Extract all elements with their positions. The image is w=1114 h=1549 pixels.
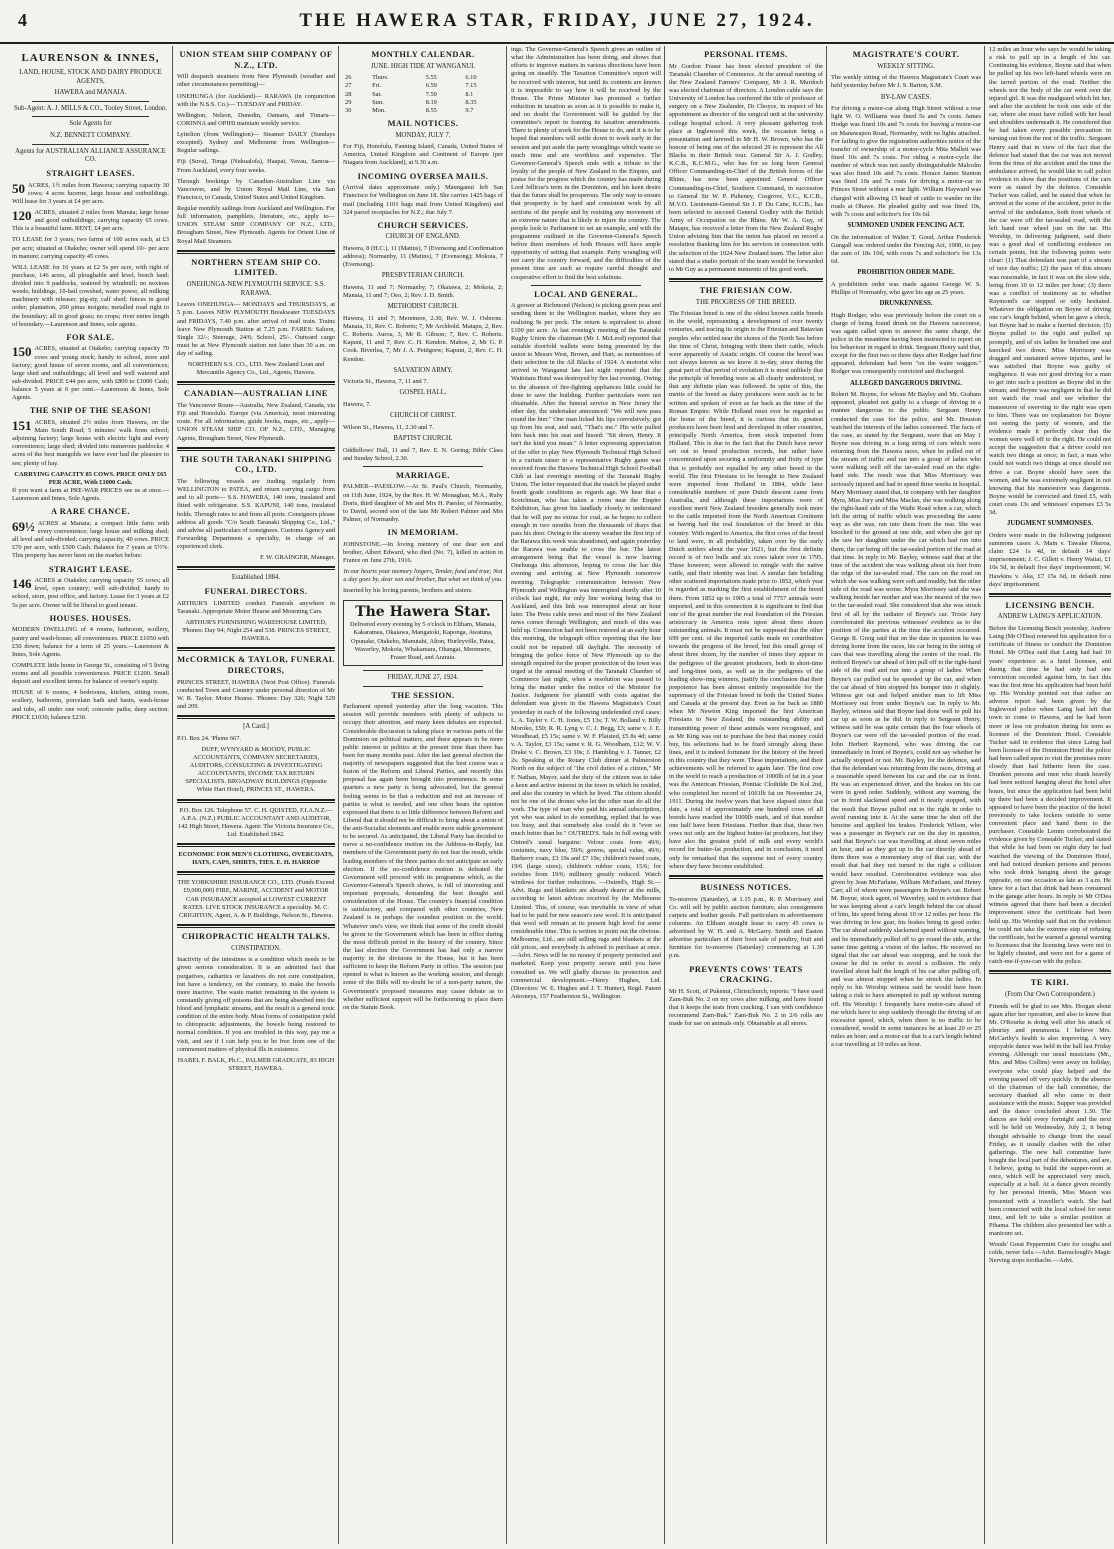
church-name: GOSPEL HALL. xyxy=(399,389,447,397)
balk-signature: ISABEL F. BALK, Ph.C., PALMER GRADUATE, 83 HIGH STREET, HAWERA. xyxy=(177,1056,335,1072)
northern-steam-tail: NORTHERN S.S. CO., LTD. New Zealand Loan and Mercantile Agency Co., Ltd., Agents, Hawera. xyxy=(187,361,325,377)
fencing-text: On the information of Walter T. Good, Arthur Frederick Gungall was ordered under the Fencing Act, 1908, to pay the sum of 18s 10d, with costs 7s and solicitor's fee 13s 6d. xyxy=(831,233,981,265)
divider xyxy=(177,447,335,451)
tide-cell: 7.50 xyxy=(425,90,437,98)
incoming-text: (Arrival dates approximate only.) Maunganui left San Francisco for Wellington on June 18. She carries 1425 bags of mail (including 1101 bags mail from United Kingdom) and 324 parcel receptacles for N.Z.; due July 7. xyxy=(343,184,503,216)
friesian-text: The Friesian breed is one of the oldest known cattle breeds in the world, representing a development of over twenty centuries, and tracing its origin to the Friesian and Batavian peoples who settled near the shores of the North Sea before the time of Christ, bringing with them their cattle, which were apparently of Asiatic origin. Of course the breed was not always known as we know it to-day, since during the great part of that period of evolution it is most unlikely that the principle of breeding were as all clearly understood, or that any definite plan was followed. In spite of this, the merits of the breed as dairy producers were such as to be written and spoken of even as far back as the time of the Roman Empire. While Holland must ever be regarded as the home of the breed, it is curious that its greatest producers have been bred and developed in other countries, principally North America, from stock imported from Holland. This is due to the fact that the Dutch have never set out to breed production records, but rather have concentrated upon securing a uniformity and fixity of type that is probably not equalled by any other breed in the world. The first Friesians to be brought to New Zealand were imported from Holland in 1884, while later considerable numbers of pure Dutch descent came from Australia, and although these importations were of excellent merit New Zealand breeders generally took more to the cattle imported from the North American Continent as having had the real foundation of the breed in this country. With regard to America, the first cows of the breed to land were, in all probability, taken over by the early Dutch settlers about the year 1621, but the first definite record is of two bulls and six cows taken over in 1795. These however, were allowed to mingle with the native cattle, and their identity was lost. A similar fate befalling other scattered importations made prior to 1852, which year is regarded as marking the first establishment of the breed there. From 1852 up to 1905 a total of 7757 animals were imported, and in this connection it is significant to find that one of the great number the real foundation of the Friesian aristocracy in America rests upon about three dozen outstanding animals. It must not be supposed that the other 699 per cent. of the imported cattle made no contribution towards the progress of the breed, but this small group of about three dozen, by the number of times they appear in the pedigrees of the greatest producers, both in short-time and long-time tests, as well as in the pedigrees of the leading show-ring winners, justify the conclusion that their prepotence has been almost entirely responsible for the supremacy of the Friesian breed in both the United States and Canada at the present day. Even as far back as 1880 when Mr Newton King imported the first American Friesians to New Zealand, the outstanding ability and transmitting power of these animals were recognised, and as Mr King was out to purchase the best that money could buy, his selections had to be fixed strongly along these lines, and it is indeed fortunate for the history of the breed in this country that they were. These importations, and their achievements will be referred to again later. The first cow in the world to reach a production of 1000lb of fat in a year was the American Friesian, Pontiac Clothilde De Kol 2nd, who completed her record of 1061lb fat on November 24, 1911. During the twelve years that have elapsed since that date, a total of approximately one hundred cows of all breeds have reached the 1000lb mark, and of that number one half have been Friesians. Further than that, these two cows not only are the highest butter-fat producers, but they have also the greatest yield of milk and every world's record for butter-fat production, and in conclusion, it need only be remarked that the supreme test of every country where they have become established. xyxy=(669,310,823,870)
session-text: Parliament opened yesterday after the long vacation. This session will provide members with plenty of subjects to occupy their attention, and many keen debates are expected. Considerable discussion is taking place in various parts of the Dominion on political matters, and there appears to be more public interest in politics at the present time than there has been for many months past. After the last general election the majority of newspapers suggested that the best course was a fusion of the Reform and Liberal Parties, and recently this proposal has again been brought into prominence. In some quarters a new party is being advocated, but the general feeling seems to be that a reduction and not an increase of parties is what is needed, and one often hears the opinion expressed that there is so little difference between Reform and Liberal that it should not be difficult to bring about a union of the anti-Socialist elements and enable more stable government to be secured. As anticipated, the Liberal Party has decided to move a no-confidence motion on the Address-in-Reply, but members of the Government party do not fear the result, while leading members of the three parties do not anticipate an early election. If the no-confidence motion is defeated the Government will proceed with its programme which, as the Governor-General's Speech shows, is full of interesting and important proposals, demanding the best thought and consideration of the House. The country's financial condition is satisfactory, and compared with other countries, New Zealand is in perhaps the soundest position in the world. Whatever one's view, we think that some of the credit should be given to the Government which has been in office during the most difficult period in the history of the country. Since the last election the Government has had only a narrow majority in the divisions in the House, but it has been sufficient to keep the Reform Party in office. The session just opened is what is known as the working session, and though some of the Bills will no doubt be of a non-party nature, the Government's proposed measures may cause debate as to whether sufficient support will be forthcoming to place them on the Statute Book. xyxy=(343,703,503,1011)
lease-item: 146 ACRES at Otakeho; carrying capacity 55 cows; all level, open country; well sub-divided; handy to school, store, post office, and factory. Lease for 3 years at £2 5s per acre. Owner will be liberal to good tenant. xyxy=(12,576,169,609)
house-item: HOUSE of 6 rooms, 4 bedrooms, kitchen, sitting room, scullery, bathroom, porcelain bath and basin, wash-house and tubs, all under one roof; concrete paths; deep section. PRICE £1030; balance £230. xyxy=(12,689,169,721)
mccormick-heading: McCORMICK & TAYLOR, FUNERAL DIRECTORS, xyxy=(177,655,335,675)
tide-cell: Sun. xyxy=(372,98,384,106)
church-text: Wilson St., Hawera, 11, 2.30 and 7. xyxy=(343,423,434,431)
te-kiri-sub: (From Our Own Correspondent.) xyxy=(1005,990,1095,998)
straight-lease-heading: STRAIGHT LEASE. xyxy=(48,564,133,574)
friesian-heading: THE FRIESIAN COW. xyxy=(699,285,793,295)
tide-row xyxy=(343,82,503,90)
divider xyxy=(32,101,149,102)
church-name: CHURCH OF CHRIST. xyxy=(390,412,456,420)
masthead xyxy=(0,8,1114,44)
divider xyxy=(177,715,335,719)
memoriam-verse: In our hearts your memory lingers, Tender, fond and true; Not a day goes by, dear son and brother, But what we think of you. xyxy=(343,568,503,584)
star-logo: The Hawera Star. xyxy=(355,603,491,620)
for-sale-heading: FOR SALE. xyxy=(66,332,115,342)
firm-place: HAWERA and MANAIA. xyxy=(54,89,127,97)
court-sub: WEEKLY SITTING. xyxy=(877,62,935,70)
chiropractic-text: Inactivity of the intestines is a condition which needs to be given serious consideration. It is an admitted fact that purgatives, cathartics or laxatives do not cure constipation, but have a tendency, on the contrary, to make the bowels more inactive. The waste matter remaining in the system is constantly giving off poisons that are being absorbed into the blood and lymphatic streams, and the result is a general toxic condition of the entire body. Most forms of constipation yield to chiropractic adjustments, the bowels being restored to normal condition. If you are troubled in this way, pay me a visit, and see if I can help you to be free from one of the commonest matters of physical ills in existence. xyxy=(177,956,335,1053)
tide-cell: 6.59 xyxy=(425,82,437,90)
tide-row xyxy=(343,107,503,115)
divider xyxy=(177,250,335,254)
canadian-line-heading: CANADIAN—AUSTRALIAN LINE xyxy=(184,389,328,399)
straight-leases-heading: STRAIGHT LEASES. xyxy=(46,168,135,178)
quisted-ad: P.O. Box 126. Telephone 57. C. H. QUISTED, F.I.A.N.Z.—A.P.A. (N.Z.) PUBLIC ACCOUNTANT AND AUDITOR, 142 High Street, Hawera. Agent: The Victoria Insurance Co., Ltd. Established 1842. xyxy=(178,806,334,838)
column-4 xyxy=(506,46,665,1544)
driving-continued: 12 miles an hour who says he would be taking a risk to pull up in a length of his car. Continuing his evidence, Boyne said that when he pulled up his two left-hand wheels were on the tarred portion of the road. Neither the wheels nor the body of the car went over the injured girl. It was the mudguard which hit her, and after the accident he took one side of the car, where she must have rolled with her head and shoulders underneath it. He considered that he had taken every possible precaution in turning out from the rest of the traffic. Sergeant Henry said that in view of the fact that the defence had stated that the car was not moved from the time of the accident until the time the ambulance arrived, he would like to call police evidence to show that the positions of the cars were as stated by the defence. Constable Tucker was called, and he stated that when he arrived at the scene of the accident, prior to the arrival of the ambulance, both front wheels of the car were off the tar-sealed road, with the left hand rear wheel just on the tar. His Worship, in delivering judgment, said there was a good deal of conflicting evidence on certain points, but the following points were clear: (1) That defendant was part of a stream of race day traffic; (2) the pace of this stream was reasonable, in fact it was on the slow side, being from 10 to 12 miles per hour; (3) there was a conflict of testimony as to whether Raymond's car stopped or only hesitated. Whatever the obligation on Boyne of driving one car's length behind, when he gave a check, but Boyne had to make a hurried decision. (5) Boyne pulled to the right and pulled up promptly, and of six ladies he brushed one and knocked two down. Miss Morrissey was dragged and sustained severe injuries, and he was satisfied that Boyne was guilty of negligence. It was not good driving for a man to get into such a position as Boyne did in the stream, and Boyne was negligent in that he did not watch the road and see whether the manoeuvre of swerving to the right was open to him. There was no explanation for Boyne not seeing the party of women, and the evidence made it perfectly clear that the women were well off to the right. He could not accept the suggestion that a driver could not watch two things at once; in fact, a man who could not watch two things at once should not drive a car. Boyne should have seen the women, and he was extremely negligent in not knowing that his manoeuvre was dangerous. Boyne would be convicted and fined £5, with court costs 13s and witnesses' expenses £3 5s 3d. xyxy=(989,46,1111,517)
divider xyxy=(669,875,823,879)
funeral-heading: FUNERAL DIRECTORS. xyxy=(204,586,308,596)
memoriam-heading: IN MEMORIAM. xyxy=(387,528,459,538)
session-continued: ings. The Governor-General's Speech gives an outline of what the Administration has been doing, and shows that efforts to improve matters in various directions have been going on steadily. The Taxation Committee's report will be received with interest, but until its contents are known it is impossible to say how it will be received by the House. The Prime Minister has promised a further reduction in taxation as soon as it is possible to make it, and no doubt the Government will be guided by the committee's report in framing its taxation amendments. There is plenty of work for the House to do, and it is to be hoped that members will settle down to work early in the session and put aside the party wranglings which waste so much time and are worthless and expensive. The Governor-General's Speech ends with a tribute to the loyalty of the people of New Zealand to the Empire, and praise for the progress which the country has made during Lord Jellicoe's term in the Dominion, and his keen desire that the future shall be prosperous. The only way to ensure that prosperity is by hard and consistent work by all sections of the people and by resisting any movement of an extreme nature that is likely to injure the country. The people look to Parliament to set an example, and with the programme outlined in the Governor-General's Speech before them members of both Houses will have ample opportunity of setting that example. Party wrangling will not carry the country forward, and the difficulties of the present time are such as require careful thought and cooperative effort to find the best solutions. xyxy=(511,46,661,281)
judgment-heading: JUDGMENT SUMMONSES. xyxy=(1007,520,1093,528)
northern-steam-sub: ONEHUNGA-NEW PLYMOUTH SERVICE. S.S. RARAWA. xyxy=(186,281,326,297)
prohibition-text: A prohibition order was made against George W. S. Phillips of Normanby, who gave his age as 25 years. xyxy=(831,280,981,296)
sale-item: 151 ACRES, situated 2½ miles from Hawera, on the Main South Road; 5 minutes' walk from school; adjoining factory; large house with electric light and every convenience; large shed; divided into numerous paddocks; 4 acres of the best mangolds we have ever had the pleasure to see; plenty of hay. xyxy=(12,417,169,467)
mail-sub: MONDAY, JULY 7. xyxy=(395,131,451,139)
tide-cell: 28 xyxy=(345,90,352,98)
marriage-heading: MARRIAGE. xyxy=(395,470,451,480)
mail-text: For Fiji, Honolulu, Fanning Island, Canada, United States of America, United Kingdom and Continent of Europe (per Niagara from Auckland), at 9.30 a.m. xyxy=(343,143,503,167)
bylaw-heading: BY-LAW CASES. xyxy=(880,93,932,101)
south-taranaki-sign: F. W. GRAINGER, Manager. xyxy=(260,554,335,562)
church-name: BAPTIST CHURCH. xyxy=(393,434,453,442)
tide-cell: Fri. xyxy=(372,82,382,90)
mail-heading: MAIL NOTICES. xyxy=(387,118,459,128)
tide-cell: 8.1 xyxy=(465,90,474,98)
column-5 xyxy=(664,46,827,1544)
personal-heading: PERSONAL ITEMS. xyxy=(704,50,788,59)
calendar-sub: JUNE. HIGH TIDE AT WANGANUI. xyxy=(370,62,476,70)
column-3 xyxy=(338,46,507,1544)
tide-cell: 29 xyxy=(345,98,352,106)
bennett-company: N.Z. BENNETT COMPANY. xyxy=(50,132,131,140)
arthurs-furnishing: ARTHUR'S FURNISHING WAREHOUSE LIMITED, 'Phones: Day 94; Night 254 and 538. PRINCES STREET, HAWERA. xyxy=(181,618,331,643)
tide-row xyxy=(343,74,503,82)
licensing-sub: ANDREW LAING'S APPLICATION. xyxy=(997,613,1103,621)
fencing-heading: SUMMONED UNDER FENCING ACT. xyxy=(847,221,965,229)
sailing-item: Through bookings by Canadian-Australian Line via Vancouver, and by Union Royal Mail Line, via San Francisco, to Canada, United States and United Kingdom. xyxy=(177,177,335,201)
prevents-text: Mr H. Scott, of Pukenui, Christchurch, reports: "I have used Zam-Buk No. 2 on my cows after milking, and have found that it keeps the teats from cracking. I can with confidence recommend Zam-Buk." Zam-Buk No. 2 in 2/6 rolls are made for use on animals only. Obtainable at all stores. xyxy=(669,987,823,1028)
prohibition-heading: PROHIBITION ORDER MADE. xyxy=(857,269,955,277)
tide-cell: 5.55 xyxy=(425,74,437,82)
snip-capacity: CARRYING CAPACITY 85 COWS. PRICE ONLY £65 PER ACRE, With £1000 Cash. xyxy=(14,470,167,486)
church-text: Hawera, 8 (H.C.), 11 (Matins), 7 (Evensong and Confirmation address); Normanby, 11 (Matins), 7 (Evensong); Mokoia, 7 (Evensong). xyxy=(343,245,503,269)
house-item: COMPLETE little home in George St., consisting of 5 living rooms and all possible conveniences. PRICE £1200. Small deposit and excellent terms for balance of owner's equity. xyxy=(12,661,169,686)
tide-cell: 27 xyxy=(345,82,352,90)
economic-ad: ECONOMIC FOR MEN'S CLOTHING, OVERCOATS, HATS, CAPS, SHIRTS, TIES. E. H. HARROP xyxy=(178,851,334,867)
snip-heading: THE SNIP OF THE SEASON! xyxy=(29,406,152,416)
divider xyxy=(177,381,335,385)
te-kiri-heading: TE KIRI. xyxy=(1030,978,1070,988)
firm-line: LAND, HOUSE, STOCK AND DAIRY PRODUCE AGENTS, xyxy=(19,68,162,85)
arthurs-ad: ARTHUR'S LIMITED conduct Funerals anywhere in Taranaki. Appropriate Motor Hearse and Mourning Cars. xyxy=(177,599,335,615)
tide-row xyxy=(343,99,503,107)
star-delivery-box xyxy=(343,600,503,666)
divider xyxy=(989,970,1111,974)
lease-item: WILL LEASE for 10 years at £2 5s per acre, with right of purchase, 146 acres, all ploughable and level, bench land; divided into 9 paddocks, watered by windmill; no noxious weeds; buildings, 10-bail cowshed, water power, all milking machinery with releaser, pig-sty, calf shed; fences in good order; plantation, 200 pinus insignis; metalled road right to the boundary; all in good grass; no crops; river entire length of boundary.—Laurenson and Innes, sole agents. xyxy=(12,263,169,328)
church-text: Oddfellows' Hall, 11 and 7, Rev. E. N. Goring; Bible Class and Sunday School, 2.30. xyxy=(343,446,503,462)
po-box: P.O. Box 24. 'Phone 667. xyxy=(177,734,241,742)
south-taranaki-text: The following vessels are trading regularly from WELLINGTON to PATEA, and return carrying cargo from and to all ports— S.S. HAWERA, 140 tons, insulated and fitted with refrigerator. S.S. KAPUNI, 140 tons, insulated holds. Through rates to and from all ports. Consignors please address all goods "C/o South Taranaki Shipping Co., Ltd.," and advise all particulars of consignees. Customs Agency and Forwarding Department a specialty, in charge of an experienced clerk. xyxy=(177,478,335,551)
drunkenness-heading: DRUNKENNESS. xyxy=(879,299,933,307)
established-line: Established 1884. xyxy=(231,574,281,582)
licensing-heading: LICENSING BENCH. xyxy=(1005,600,1095,610)
sole-agents: Sole Agents for xyxy=(69,120,112,128)
lease-item: 120 ACRES, situated 2 miles from Manaia; large house and good outbuildings; carrying capacity 65 cows. This is a beautiful farm. RENT, £4 per acre. xyxy=(12,208,169,233)
tide-cell: Sat. xyxy=(372,90,382,98)
divider xyxy=(32,116,149,117)
firm-name: LAURENSON & INNES, xyxy=(21,52,160,64)
dangerous-driving-heading: ALLEGED DANGEROUS DRIVING. xyxy=(850,379,962,387)
dangerous-driving-text: Robert M. Boyne, for whom Mr Bayley and Mr. Graham appeared, pleaded not guilty to a charge of driving in a manner dangerous to the public. Sergeant Henry conducted the case for the police, and Mr. Houston watched the interests of the ladies concerned. The facts of the case, as stated by the Sergeant, were that on May 1 Boyne was driving in a long string of cars which were returning from the Hawera races, when he pulled out of the stream of traffic and ran into a group of ladies who were walking well off the tar-sealed road on the right-hand side. The result was that Miss Morrissey was seriously injured and had to spend three weeks in hospital. Mary Morrissey stated that, in company with her daughter Myra, Miss Jury and Miss Maclan, she was walking along the right-hand side of the Waihi Road when a car, which left the string of traffic which was proceeding the same way as she was, ran into them from the rear. She was knocked to the ground at one side, and when she got up she saw her daughter under the car which had run into them, the car being off the tar-sealed portion of the road at that time. In reply to Mr. Bayley, witness said that at the time of the accident she was walking about six feet from the edge of the tar-sealed road. The cars on the road on which she was walking were soft and muddy, but the other side of the road was worse. Myra Morrissey said she was walking beside her mother and was the nearest of the two to the tar-sealed road. She considered that she was struck first of all by the radiator of Boyne's car. Trixie Jury corroborated the previous witnesses' evidence as to the position of the parties at the time the accident occurred. George R. Greig said that on the date in question he was driving home from the races, his car being in the string of cars that was travelling along the centre of the road. He noticed Boyne's car ahead of him pull off to the right-hand side of the road and run into a group of ladies. When Boyne's car pulled out he speeded up the car, and when the car ahead of him stopped his bumper into it slightly. Witness got out and helped another man to lift Miss Morrissey out from under Boyne's car. In reply to Mr. Bayley, witness said that Boyne had done well to pull his car up as soon as he did. In reply to Sergeant Henry, witness said he was quite certain that the four wheels of Boyne's car were off the tar-sealed portion of the road. John Herbert Raymond, who was driving the car immediately in front of Boyne's, could not say whether he actually stopped or not. Mr. Bayley, for the defence, said that the defendant was returning from the races, driving at a reasonable speed between his car and the car in front. He was an experienced driver, and the brakes on his car were in good order. Suddenly, without any warning, the car in front slackened speed and it nearly stopped, with the result that Boyne pulled out to the right in order to avoid running into it. At the same time he shut off the benzine and applied his brakes. Frederick Wilson, who was a passenger in Boyne's car on the day in question, said that Boyne's car was travelling at about seven miles an hour, and as they got up to the car directly ahead of them there was a momentary stop of that car, with the result that had they not turned to the right a collision would have resulted. Corroborative evidence was also given by Jean McFarlane, William McFarlane, and Henry Carr, all of whom were passengers in Boyne's car. Robert M. Boyne, stock agent, of Waverley, said in evidence that he was keeping about a car's length behind the car ahead of him, his speed being about 10 or 12 miles per hour. He was driving in low gear, his brakes being in good order. The car ahead suddenly slackened speed without warning, and he immediately pulled off to go round the side, at the same time getting a vision of the ladies. He received no signal that the car ahead was stopping, and he took the course he did in order to avoid a collision. He only travelled about half the length of his car after pulling off, and was almost stopped when he struck the ladies. In reply to his Worship witness said he would have been taking a risk to have attempted to pull up without turning off. His Worship: I frequently have motor-cars ahead of me which have to stop suddenly through the driving of an excessive speed, which, when there is no traffic to be considered, would in some instances be at least 20 or 25 miles an hour; and a motor-car that is a car's length behind a car travelling at 10 miles an hour. xyxy=(831,391,981,1049)
chiropractic-heading: CHIROPRACTIC HEALTH TALKS. xyxy=(181,931,331,941)
lease-item: 50 ACRES, 1½ miles from Hawera; carrying capacity 30 cows; 4 acres lucerne, large house and outbuildings. Will lease for 3 years at £4 per acre. xyxy=(12,180,169,205)
column-1 xyxy=(8,46,173,1544)
lease-item: TO LEASE for 3 years, two farms of 100 acres each, at £3 per acre; situated at Otakeho; owner will spend 10/- per acre in manure; carrying capacity 45 cows. xyxy=(12,236,169,260)
divider xyxy=(989,593,1111,597)
newspaper-title: THE HAWERA STAR, FRIDAY, JUNE 27, 1924. xyxy=(299,10,815,31)
northern-steam-text: Leaves ONEHUNGA— MONDAYS and THURSDAYS, at 5 p.m. Leaves NEW PLYMOUTH Breakwater TUESDAYS and FRIDAYS, 7.40 p.m. after arrival of mail train. Trains leave New Plymouth Station at 7.25 p.m. FARES: Saloon, Single 32/-; Steerage, 24/6; School, 25/-. Outward cargo must be at New Plymouth station not later than 30 a.m. on day of sailing. xyxy=(177,301,335,358)
sailing-item: Regular monthly sailings from Auckland and Wellington. For full information, pamphlets, literature, etc., apply to— UNION STEAM SHIP COMPANY OF N.Z., LTD., Brougham Street, New Plymouth. Agents for Orient Line of Royal Mail Steamers. xyxy=(177,205,335,245)
divider xyxy=(177,924,335,928)
rare-chance-heading: A RARE CHANCE. xyxy=(51,507,130,517)
divider xyxy=(177,799,335,803)
local-general-heading: LOCAL AND GENERAL. xyxy=(534,289,638,299)
bylaw-text: For driving a motor-car along High Street without a rear light W. O. Williams was fined 5s and 7s costs. James Hodge was fined 10s and 7s costs for leaving a motor-car on Manawapou Road, Normanby, with no lights attached. For failing to give the registration authorities notice of the transfer of ownership of a motor-cycle Mita Mallett was fined 10s and 7s costs. For riding a motor-cycle the number of which was not easily distinguishable Malcolm was also fined 10s and 7s costs. Horace James Stanton was fined 10s and 7s costs for driving a motor-car in Princes Street without a rear light. William Hayward was charged with allowing 15 head of cattle to wander on the roads at Ohawe. He pleaded guilty and was fined 10s, with 7s costs and solicitor's fee 10s 6d. xyxy=(831,105,981,218)
tide-cell: 30 xyxy=(345,106,352,114)
divider xyxy=(363,686,483,687)
divider xyxy=(177,647,335,651)
divider xyxy=(177,843,335,847)
house-item: MODERN DWELLING of 4 rooms, bathroom, scullery, pantry and wash-house; all conveniences. PRICE £1050 with £50 down; balance for a term of 25 years.—Laurenson & Innes, Sole Agents. xyxy=(12,626,169,658)
church-text: Hawera, 7. xyxy=(343,401,371,409)
divider xyxy=(177,871,335,875)
houses-heading: HOUSES. HOUSES. xyxy=(49,613,132,623)
tide-cell: 9.7 xyxy=(465,106,474,114)
south-taranaki-heading: THE SOUTH TARANAKI SHIPPING CO., LTD. xyxy=(179,454,333,475)
church-name: SALVATION ARMY. xyxy=(393,366,453,374)
tide-cell: 26 xyxy=(345,74,352,82)
church-text: Hawera, 11 and 7; Meremere, 2.30, Rev. W. J. Osborne. Manaia, 11, Rev. C. Roberts; 7, Mr Archbold. Matapu, 2, Rev. C. Roberts. Auroa, 3, Mr R. Gibson; 7, Rev. C. Roberts. Kapuni, 11 and 7, Rev. C. H. Kendon. Mahoe, 2, Mr G. P. Cook. Riverlea, 7, Mr J. A. Pettigrew; Kapuni, 2, Rev. C. H. Kendon. xyxy=(343,314,503,363)
judgment-text: Orders were made in the following judgment summons cases: A. Main v. Tawake Okeroa, claim £24 1s 4d, in default 14 days' imprisonment; J. C. Gillett v. Henry Waitai, £1 10s 5d, in default five days' imprisonment; W. Hawkins v. Aka, £7 15s 6d, in default nine days' imprisonment. xyxy=(989,531,1111,588)
marriage-text: PALMER—PAESLOW.—At St. Paul's Church, Normanby, on 11th June, 1924, by the Rev. H. W. Monaghan, M.A., Ruby Doris, third daughter of Mr and Mrs H. Paesler, of Normanby, to David, second son of the late Mr Robert Palmer and Mrs Palmer, of Normanby. xyxy=(343,483,503,523)
tide-table xyxy=(343,74,503,115)
church-text: Victoria St., Hawera, 7, 11 and 7. xyxy=(343,378,429,386)
sailing-item: Lyttelton (from Wellington)— Steamer DAILY (Sundays excepted). Sydney and Melbourne from Wellington—Regular sailings. xyxy=(177,131,335,155)
friesian-sub: THE PROGRESS OF THE BREED. xyxy=(695,298,797,306)
star-delivery-text: Delivered every evening by 5 o'clock in Eltham, Manaia, Kakaramea, Okaiawa, Mangatoki, Kaponga, Awatuna, Opunake, Otakeho, Manutahi, Alton, Hurleyville, Patea, Waverley, Mokoia, Whakamara, Ohangai, Meremere, Fraser Road, and Ararata. xyxy=(350,621,496,661)
business-text: To-morrow (Saturday), at 1.15 p.m., R. P. Morrissey and Co. will sell by public auction furniture, also consignment carpets and leather goods. Full particulars in advertisement columns. An Eltham straight lease to carry 45 cows is advertised by W. H. and A. McGarry. Smith and Easton advertise particulars of their boot sale of poultry, fruit and furniture for to-morrow (Saturday) commencing at 1.30 p.m. xyxy=(669,895,823,960)
column-7 xyxy=(984,46,1114,1544)
tide-cell: 8.35 xyxy=(465,98,477,106)
northern-steam-heading: NORTHERN STEAM SHIP CO. LIMITED. xyxy=(191,257,321,278)
incoming-heading: INCOMING OVERSEA MAILS. xyxy=(357,171,489,181)
tide-cell: Mon. xyxy=(372,106,386,114)
divider xyxy=(531,285,641,286)
tide-cell: 8.55 xyxy=(425,106,437,114)
card-label: [A Card.] xyxy=(243,723,269,731)
court-text: The weekly sitting of the Hawera Magistrate's Court was held yesterday before Mr J. S. Barton, S.M. xyxy=(831,74,981,90)
church-name: CHURCH OF ENGLAND. xyxy=(385,233,461,241)
prevents-heading: PREVENTS COWS' TEATS CRACKING. xyxy=(689,964,803,985)
church-name: METHODIST CHURCH. xyxy=(387,303,459,311)
te-kiri-text: Friends will be glad to see Mrs. Horgan about again after her operation, and also to know that Mr. O'Rourke is doing well after his attack of pleurisy and pneumonia. I believe Mrs. McCarthy's health is also improving. A very enjoyable dance was held in the hall last Friday evening. Although our usual musicians (Mr., Mrs. and Miss Collins) were away on holiday, everyone who could play helped and the evening passed off very quickly. In the absence of the chairman of the hall committee, the secretary thanked all who came in their assistance with the music. Supper was provided and the dance concluded about 1.30. The dances are held every fortnight and the next will be held on Wednesday, July 2, it being thought advisable to change from the usual Friday, as it usually clashes with the other gatherings. The new hall committee have bought the local part of the debentures, and are, I believe, going to build the supper-room at once, which will be appreciated very much, especially at a ball. At a dance given recently by her personal friends, Miss Mason was presented with a traveller's watch. She had been connected with the local school for some time, and left to take a similar position at Pihama. The children also presented her with a manicure set. xyxy=(989,1002,1111,1238)
sailing-item: Wellington, Nelson, Dunedin, Oamaru, and Timaru— CORINNA and OPIHI maintain weekly service. xyxy=(177,111,335,127)
alliance-agents: Agents for AUSTRALIAN ALLIANCE ASSURANCE CO. xyxy=(15,147,166,164)
tide-cell: 7.15 xyxy=(465,82,477,90)
small-ads: Woods' Great Peppermint Cure for coughs and colds, never fails.—Advt. Barraclough's Magic Nerving stops toothache.—Advt. xyxy=(989,1241,1111,1265)
column-6 xyxy=(826,46,985,1544)
tide-cell: 6.10 xyxy=(465,74,477,82)
chiropractic-sub: CONSTIPATION. xyxy=(231,944,281,952)
church-heading: CHURCH SERVICES. xyxy=(377,220,469,230)
column-2 xyxy=(172,46,339,1544)
tide-cell: 8.19 xyxy=(425,98,437,106)
licensing-text: Before the Licensing Bench yesterday, Andrew Laing (Mr O'Dea) renewed his application for a certificate of fitness to conduct the Dominion Hotel. Mr O'Dea said that Laing had had 10 years' experience as a hotel licensee, and during that time he had only had one conviction recorded against him, in fact this was the first time his application had been held up. His Worship pointed out that rather an adverse report had been given by the Inglewood police when Laing had left that town to come to Hawera, and he had been more or less on probation during his term as licensee of the Dominion Hotel. Constable Tucker said in evidence that since Laing had been licensee of the Dominion Hotel the police had been called upon to visit the premises more closely than had hitherto been the case. Drunken persons and men who drank heavily had been noticed hanging about the hotel after hours, but since the application had been held up there had been a decided improvement. It appeared to have been the practice of the hotel previously to take lockers outside to some convenient place and hand them to the purchaser. Constable Lemm corroborated the evidence given by Constable Tucker, and stated that while he had been on night duty he had watched the viewing of the Dominion Hotel, and had noticed drunken persons and persons who took drink hanging about the garage opposite, on one occasion as late as 3 a.m. He knew for a fact that drink had been consumed in the garage after hours. In reply to Mr O'Dea witness agreed that there had been a decided improvement since the certificate had been held up. His Worship said that on the evidence he could not take the extreme step of refusing the certificate, but he warned a general warning to licensees that the licensing laws were not to be lightly cheated, and were not for a game of catch-me-if-you-can with the police. xyxy=(989,625,1111,966)
court-heading: MAGISTRATE'S COURT. xyxy=(852,50,960,59)
union-steam-intro: Will despatch steamers from New Plymouth (weather and other circumstances permitting)— xyxy=(177,73,335,89)
local-general-text: A grower at Richmond (Nelson) is picking green peas and sending them to the Wellington market, where they are realising 9s per peck. The return is equivalent to about £100 per acre. At last evening's meeting of the Taranaki Rugby Union the chairman (Mr J. McLeod) reported that suitable doorfold wallets were being presented by the union to Messrs West, Brown, and Hart, as mementoes of their selection in the All Blacks of 1924. A motorist who arrived in Wanganui late last night reported that the Waitotara Hotel was destroyed by fire last evening. Owing to the absence of fire-fighting appliances little could be done to save the building. Further particulars were not obtainable. After the funeral service in New Jersey the other day, the undertaker announced: "We will now pass round the bier." One man licked his lips convulsively, got up from his seat, and said, "That's me." His wife pulled him back into his seat and hissed: "Sit down, Henry. It isn't the kind you mean." A letter expressing appreciation of the offer to play New Plymouth Technical High School in a curtain raiser to a representative Rugby game was received from the Hawera Technical High School Football Club at last evening's meeting of the Taranaki Rugby Union. The letter requested that the match be played under fourth grade conditions as regards age. We hear that a Scotchman, who has taken a room near the Empire Exhibition, has given his landlady closely to understand that he will pay no extras for coal, as he hopes to collect enough in two months from the thousands of drays that pass his door. Owing to the stormy weather the first trip of the Rarawa this week was abandoned, and again yesterday the Rarawa was unable to cross the bar. The latest arrangement being that the vessel is now leaving Onehunga this afternoon, hoping to cross the bar this evening and arriving at New Plymouth tomorrow morning. Telegraphic communication between New Plymouth and Wellington was interrupted shortly after 10 o'clock last night, the only line working being that to Auckland, and this link was interrupted about an hour later. The Press cable news and most of the New Zealand news comes through Wellington, and much of this was held up. Connection had not been restored at an early hour this morning, the telegraph office reporting that the line could not be repaired till daylight. The necessity of bringing the police force of New Plymouth up to the strength required for the proper protection of the town was urged at the annual meeting of the Taranaki Chamber of Commerce last night, when a resolution was passed to bring the matter under the notice of the Minister for Justice. Judgment for plaintiff with costs against the defendant was given in the Hawera Magistrate's Court yesterday in each of the following undefended civil cases: L. A. Taylor v. C. H. Jones, £5 13s; T. W. Bolland v. Billy Moroko, £50; R. R. Lyng v. C. J. Begg, £3; same v. J. E. Woodhead, £5 15s; same v. W. F. Plaisted, £5 8s 4d; same v. A. Taylor, £3 15s; same v. R. G. Woodham, £12; W. V. Drake v. C. Brown, £3 10s; J. Hambling v. J. Tanner, £2 2s. Speaking at the Rotary Club dinner at Palmerston North on the subject of "the civil duties of a citizen," Mr F. Nathan, Mayor, said the duty of the citizen was to take a keen and active interest in the town in which he resided, and also the country in which he lived. The citizen should not be one of the drones who let the other man do all the work. The type of man who paid his annual subscription, yet who was asked to do something, replied that he was too busy, and that somebody else could do it "ever so much better than he." OUTRED'S. Sale in full swing with Outred's usual bargains: Velour coats from 49/6; costumes, navy blue, 59/6; gowns, special value, 49/6; Barberry coats, £3 19s and £7 19s; children's tweed coats, 19/6 (large sizes); children's rubber coats, 15/6; for swishes from 19/6; millinery greatly reduced. Watch windows for further reductions. —Outred's, High St.—Advt. Rugs and blankets are already dearer at the mills, according to latest advices received by the Melbourne Limited. This, of course, was inevitable in view of what had to be paid for new season's raw wool. It is anticipated that wool will remain at its present high level for some considerable time. This is written to point out the obvious. Melbourne, Ltd., are still selling rugs and blankets at the old prices, and everybody is advised to purchase at once.—Advt. News will be no money if property protected and marketed. Keep your property secure until you have consulted us. We will gladly discuss its protection and commercial development.—Henry Hughes, Ltd. (Directors: W. E. Hughes and J. T. Hunter), Regd. Patent Attorneys, 157 Featherston St., Wellington. xyxy=(511,302,662,1000)
duff-wynyard-ad: DUFF, WYNYARD & MOODY, PUBLIC ACCOUNTANTS, COMPANY SECRETARIES, AUDITORS, CONSULTING & INVESTIGATING ACCOUNTANTS, INCOME TAX RETURN SPECIALISTS. BROADWAY BUILDINGS (Opposite White Hart Hotel), PRINCES ST., HAWERA. xyxy=(185,745,327,794)
snip-tail: If you want a farm at PRE-WAR PRICES see us at once.—Laurenson and Innes, Sole Agents. xyxy=(12,486,169,503)
union-steam-heading: UNION STEAM SHIP COMPANY OF N.Z., LTD. xyxy=(179,50,333,70)
canadian-line-text: The Vancouver Route—Australia, New Zealand, Canada, via Fiji and Honolulu. Europe (via America), most interesting route. For all information, guide books, maps, etc., apply— UNION STEAM SHIP CO. OF N.Z., LTD., Managing Agents, Brougham Street, New Plymouth. xyxy=(177,402,335,442)
tide-cell: Thurs. xyxy=(372,74,389,82)
date-line: FRIDAY, JUNE 27, 1924. xyxy=(387,673,459,681)
session-heading: THE SESSION. xyxy=(391,690,455,700)
personal-text: Mr Gordon Fraser has been elected president of the Taranaki Chamber of Commerce. At the annual meeting of the New Zealand Farmers' Company, Mr J. R. Murdoch was elected chairman of directors. A London cable says the University of London has conferred the title of professor of surgery on a New Zealander, Dr Choyce, in respect of his appointment as director of the surgical unit at the university college hospital school. A very pleasant gathering took place at Inglewood this week, the occasion being a presentation and farewell to Mr H. W. Brown, who has the honour of being one of the selected 29 to represent the All Blacks in their British tour. General Sir A. J. Godley, K.C.B., K.C.M.G., who has for so long been General Officer Commanding-in-Chief of the British forces of the Rhine, has now been appointed General Officer Commanding-in-Chief, Southern Command, in succession to General Sir W. P. Pulteney, Cosgrove, V.C., K.C.B., M.V.O. Lieutenant-General Sir J. P. Du Cane, K.C.B., has been selected to succeed General Godley with the British Army of Occupation on the Rhine. Mr W. A. Guy, of Matapu, has received a letter from the New Zealand Rugby Union advising him that the union has placed on record a resolution thanking him for his services in connection with the selection of the 1924 New Zealand team. The letter also stated that a studio portrait of the team would be forwarded to Mr Guy as a permanent memento of his good work. xyxy=(669,62,823,273)
sale-item: 69½ ACRES at Manaia; a compact little farm with every convenience; large house and milking shed; all level and sub-divided; carrying capacity, 40 cows. PRICE £70 per acre, with £500 Cash. Balance for 7 years at 5½%. This property has never been on the market before. xyxy=(12,518,169,560)
divider xyxy=(32,144,149,145)
divider xyxy=(363,670,483,671)
sailing-item: Fiji (Suva), Tonga (Nukualofa), Haapai, Vavau, Samoa— From Auckland, every four weeks. xyxy=(177,158,335,174)
divider xyxy=(669,278,823,282)
divider xyxy=(177,566,335,570)
page-number: 4 xyxy=(18,10,27,30)
yorkshire-ad: THE YORKSHIRE INSURANCE CO., LTD. (Funds Exceed £9,000,000) FIRE, MARINE, ACCIDENT and MOTOR CAR INSURANCE accepted at LOWEST CURRENT RATES. LIVE STOCK INSURANCE a speciality. M. C. CRIGHTON, Agent, A. & P. Buildings, Nelson St., Hawera. xyxy=(177,879,335,919)
calendar-heading: MONTHLY CALENDAR. xyxy=(371,50,475,59)
drunkenness-text: Hugh Rodger, who was previously before the court on a charge of being found drunk on the Hawera racecourse, was again called upon to answer the same charge, the police in the meantime having been instructed to report on his behaviour in regard to drink. Sergeant Henry said that, except for the first two or three days after Rodger had first appeared, defendant had been "on the water waggon." Rodger was consequently convicted and discharged. xyxy=(831,311,981,376)
sale-item: 150 ACRES, situated at Otakeho; carrying capacity 70 cows and young stock; handy to school, store and factory; good house of seven rooms, and all conveniences; large shed and outbuildings; all level and well watered and sub-divided. PRICE £44 per acre, with £800 to £1000 Cash; balance 5 years at 6 per cent.—Laurenson & Innes, Sole Agents. xyxy=(12,344,169,402)
divider xyxy=(363,466,483,467)
memoriam-tail: Inserted by his loving parents, brothers and sisters. xyxy=(343,587,473,595)
church-text: Hawera, 11 and 7; Normanby, 7; Okaiawa, 2; Mokoia, 2; Manaia, 11 and 7; Oeo, 2; Rev. J. D. Smith. xyxy=(343,284,503,300)
sub-agent: Sub-Agent: A. J. MILLS & CO., Tooley Street, London. xyxy=(13,104,168,112)
sailing-item: ONEHUNGA (for Auckland)— RARAWA (in conjunction with the N.S.S. Co.)— TUESDAY and FRIDAY. xyxy=(177,92,335,108)
memoriam-text: JOHNSTONE.—In loving memory of our dear son and brother, Albert Edward, who died (No. 7), killed in action in France on June 27th, 1916. xyxy=(343,540,503,565)
mccormick-text: PRINCES STREET, HAWERA (Next Post Office). Funerals conducted Town and Country under personal direction of Mr W. R. Taylor. Motor Hearse. 'Phones: Day 326; Night 529 and 209. xyxy=(177,678,335,710)
tide-row xyxy=(343,91,503,99)
church-name: PRESBYTERIAN CHURCH. xyxy=(381,272,465,280)
business-heading: BUSINESS NOTICES. xyxy=(700,882,792,892)
